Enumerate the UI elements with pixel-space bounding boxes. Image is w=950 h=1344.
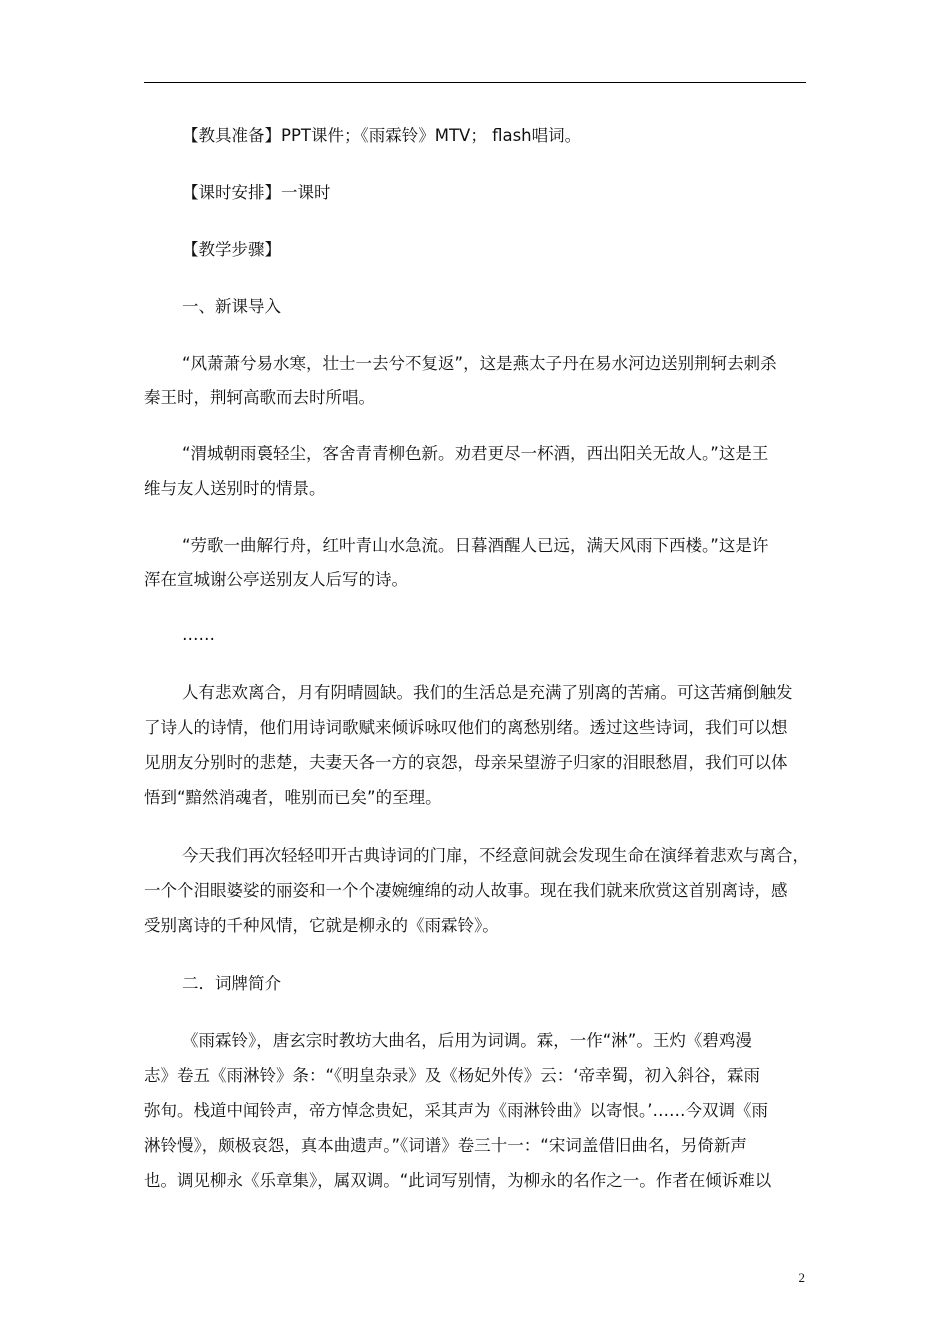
- paragraph-line: 一个个泪眼婆娑的丽姿和一个个凄婉缠绵的动人故事。现在我们就来欣赏这首别离诗，感: [144, 881, 788, 900]
- paragraph-line: 悟到“黯然消魂者，唯别而已矣”的至理。: [144, 788, 442, 807]
- paragraph-line: 受别离诗的千种风情，它就是柳永的《雨霖铃》。: [144, 916, 499, 935]
- paragraph-line: 也。调见柳永《乐章集》，属双调。“此词写别情，为柳永的名作之一。作者在倾诉难以: [144, 1171, 772, 1190]
- paragraph-line: 今天我们再次轻轻叩开古典诗词的门扉，不经意间就会发现生命在演绎着悲欢与离合，: [182, 846, 809, 865]
- schedule-line: 【课时安排】一课时: [182, 183, 331, 202]
- paragraph-line: 《雨霖铃》，唐玄宗时教坊大曲名，后用为词调。霖，一作“淋”。王灼《碧鸡漫: [182, 1031, 752, 1050]
- paragraph-line: 弥旬。栈道中闻铃声，帝方悼念贵妃，采其声为《雨淋铃曲》以寄恨。’……今双调《雨: [144, 1101, 768, 1120]
- header-rule: [144, 82, 806, 83]
- paragraph-line: 人有悲欢离合，月有阴晴圆缺。我们的生活总是充满了别离的苦痛。可这苦痛倒触发: [182, 683, 793, 702]
- paragraph-line: “风萧萧兮易水寒，壮士一去兮不复返”，这是燕太子丹在易水河边送别荆轲去刺杀: [182, 354, 777, 373]
- page-number: 2: [798, 1270, 805, 1285]
- paragraph-line: 维与友人送别时的情景。: [144, 479, 326, 498]
- paragraph-line: 秦王时，荆轲高歌而去时所唱。: [144, 388, 375, 407]
- paragraph-line: 见朋友分别时的悲楚，夫妻天各一方的哀怨，母亲呆望游子归家的泪眼愁眉，我们可以体: [144, 753, 788, 772]
- paragraph-line: “劳歌一曲解行舟，红叶青山水急流。日暮酒醒人已远，满天风雨下西楼。”这是许: [182, 536, 769, 555]
- ellipsis-line: ……: [182, 625, 215, 644]
- teaching-aids-line: 【教具准备】PPT课件；《雨霖铃》MTV； flash唱词。: [182, 126, 582, 145]
- section-heading-intro: 一、新课导入: [182, 297, 281, 316]
- paragraph-line: 淋铃慢》，颇极哀怨，真本曲遗声。”《词谱》卷三十一：“宋词盖借旧曲名，另倚新声: [144, 1136, 747, 1155]
- paragraph-line: 了诗人的诗情，他们用诗词歌赋来倾诉咏叹他们的离愁别绪。透过这些诗词，我们可以想: [144, 718, 788, 737]
- paragraph-line: 浑在宣城谢公亭送别友人后写的诗。: [144, 570, 408, 589]
- paragraph-line: “渭城朝雨裛轻尘，客舍青青柳色新。劝君更尽一杯酒，西出阳关无故人。”这是王: [182, 444, 769, 463]
- section-heading-cipai: 二．词牌简介: [182, 974, 281, 993]
- paragraph-line: 志》卷五《雨淋铃》条：“《明皇杂录》及《杨妃外传》云：‘帝幸蜀，初入斜谷，霖雨: [144, 1066, 761, 1085]
- teaching-steps-heading: 【教学步骤】: [182, 240, 281, 259]
